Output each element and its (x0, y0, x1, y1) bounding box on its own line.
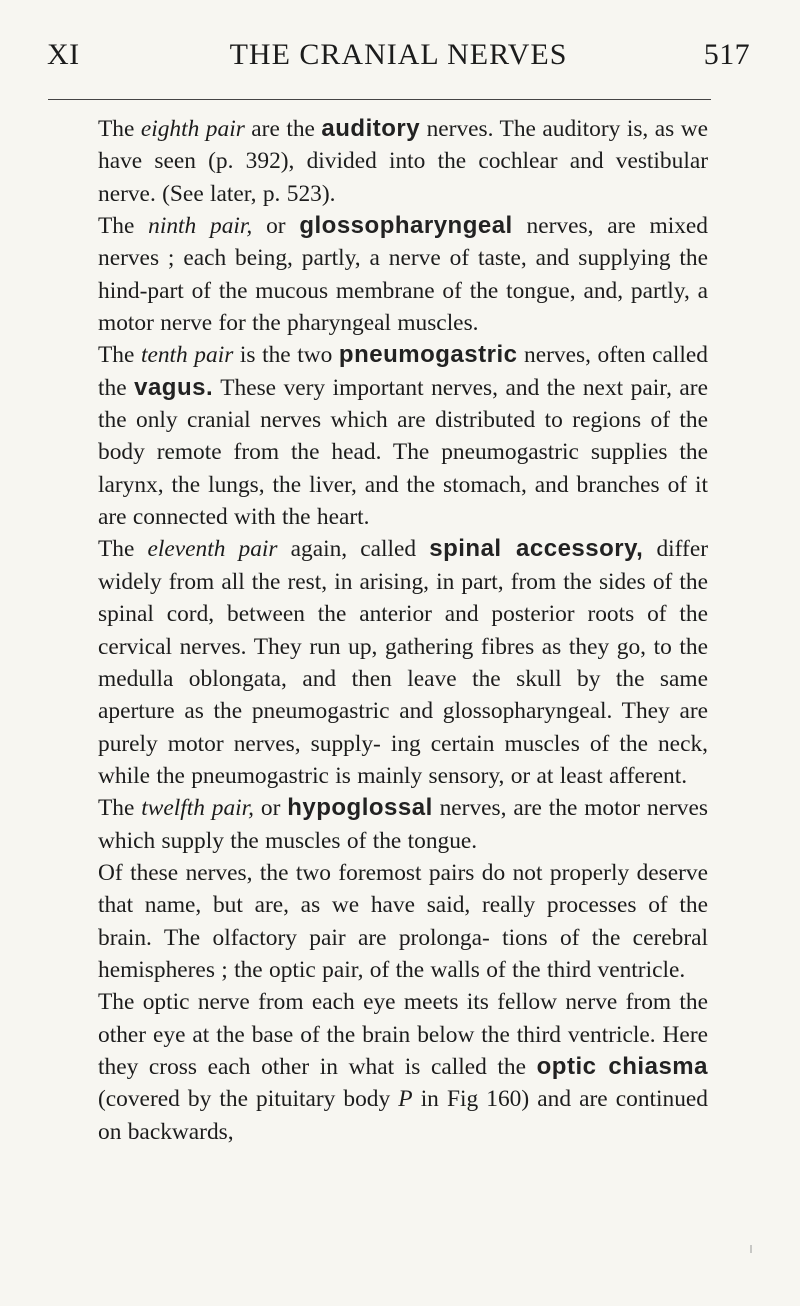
term-optic-chiasma: optic chiasma (536, 1052, 708, 1080)
emphasis: twelfth pair, (141, 795, 255, 822)
emphasis: P (398, 1086, 413, 1113)
emphasis: eleventh pair (147, 536, 278, 563)
paragraph-eighth-pair: The eighth pair are the auditory nerves. The auditory is, as we have seen (p. 392), divided into the cochlear and vestibular nerve. (See later, p. 523). (98, 115, 709, 207)
term-glossopharyngeal: glossopharyngeal (299, 212, 513, 240)
body-text (98, 113, 708, 1148)
term-auditory: auditory (321, 115, 421, 142)
term-vagus: vagus. (134, 373, 214, 401)
paragraph-foremost-pairs: Of these nerves, the two foremost pairs do not properly deserve that name, but are, as we have said, really processes of the brain. The olfactory pair are prolonga- tions of the cerebral hemispheres ; the optic pair, of the walls of the third ventricle. (98, 859, 708, 983)
term-pneumogastric: pneumogastric (338, 341, 518, 369)
paragraph-ninth-pair: The ninth pair, or glossopharyngeal nerves, are mixed nerves ; each being, partly, a nerve of taste, and supplying the hind-part of the mucous membrane of the tongue, and, partly, a motor nerve for the pharyngeal muscles. (98, 212, 708, 337)
running-header (47, 38, 753, 86)
paper-mark (750, 1245, 752, 1253)
emphasis: eighth pair (140, 116, 245, 142)
emphasis: tenth pair (140, 342, 234, 369)
header-rule (48, 99, 711, 100)
emphasis: ninth pair, (148, 213, 253, 240)
paragraph-twelfth-pair: The twelfth pair, or hypoglossal nerves, are the motor nerves which supply the muscles of the tongue. (98, 794, 708, 854)
term-hypoglossal: hypoglossal (287, 794, 433, 822)
page (47, 38, 753, 86)
term-spinal-accessory: spinal accessory, (429, 535, 644, 563)
paragraph-tenth-pair: The tenth pair is the two pneumogastric nerves, often called the vagus. These very important nerves, and the next pair, are the only cranial nerves which are distributed to regions of the body remote from the head. The pneumogastric supplies the larynx, the lungs, the liver, and the stomach, and branches of it are connected with the heart. (98, 341, 708, 531)
running-title: THE CRANIAL NERVES (229, 38, 568, 71)
page-number: 517 (703, 38, 750, 71)
paragraph-optic-chiasma: The optic nerve from each eye meets its fellow nerve from the other eye at the base of the brain below the third ventricle. Here they cross each other in what is called the optic chiasma (covered by the pituitary body P in Fig 160) and are continued on backwards, (98, 989, 708, 1145)
chapter-number: XI (47, 38, 80, 71)
paragraph-eleventh-pair: The eleventh pair again, called spinal accessory, differ widely from all the rest, in arising, in part, from the sides of the spinal cord, between the anterior and posterior roots of the cervical nerves. They run up, gathering fibres as they go, to the medulla oblongata, and then leave the skull by the same aperture as the pneumogastric and glossopharyngeal. They are purely motor nerves, supply- ing certain muscles of the neck, while the pneumogastric is mainly sensory, or at least afferent. (98, 535, 709, 789)
